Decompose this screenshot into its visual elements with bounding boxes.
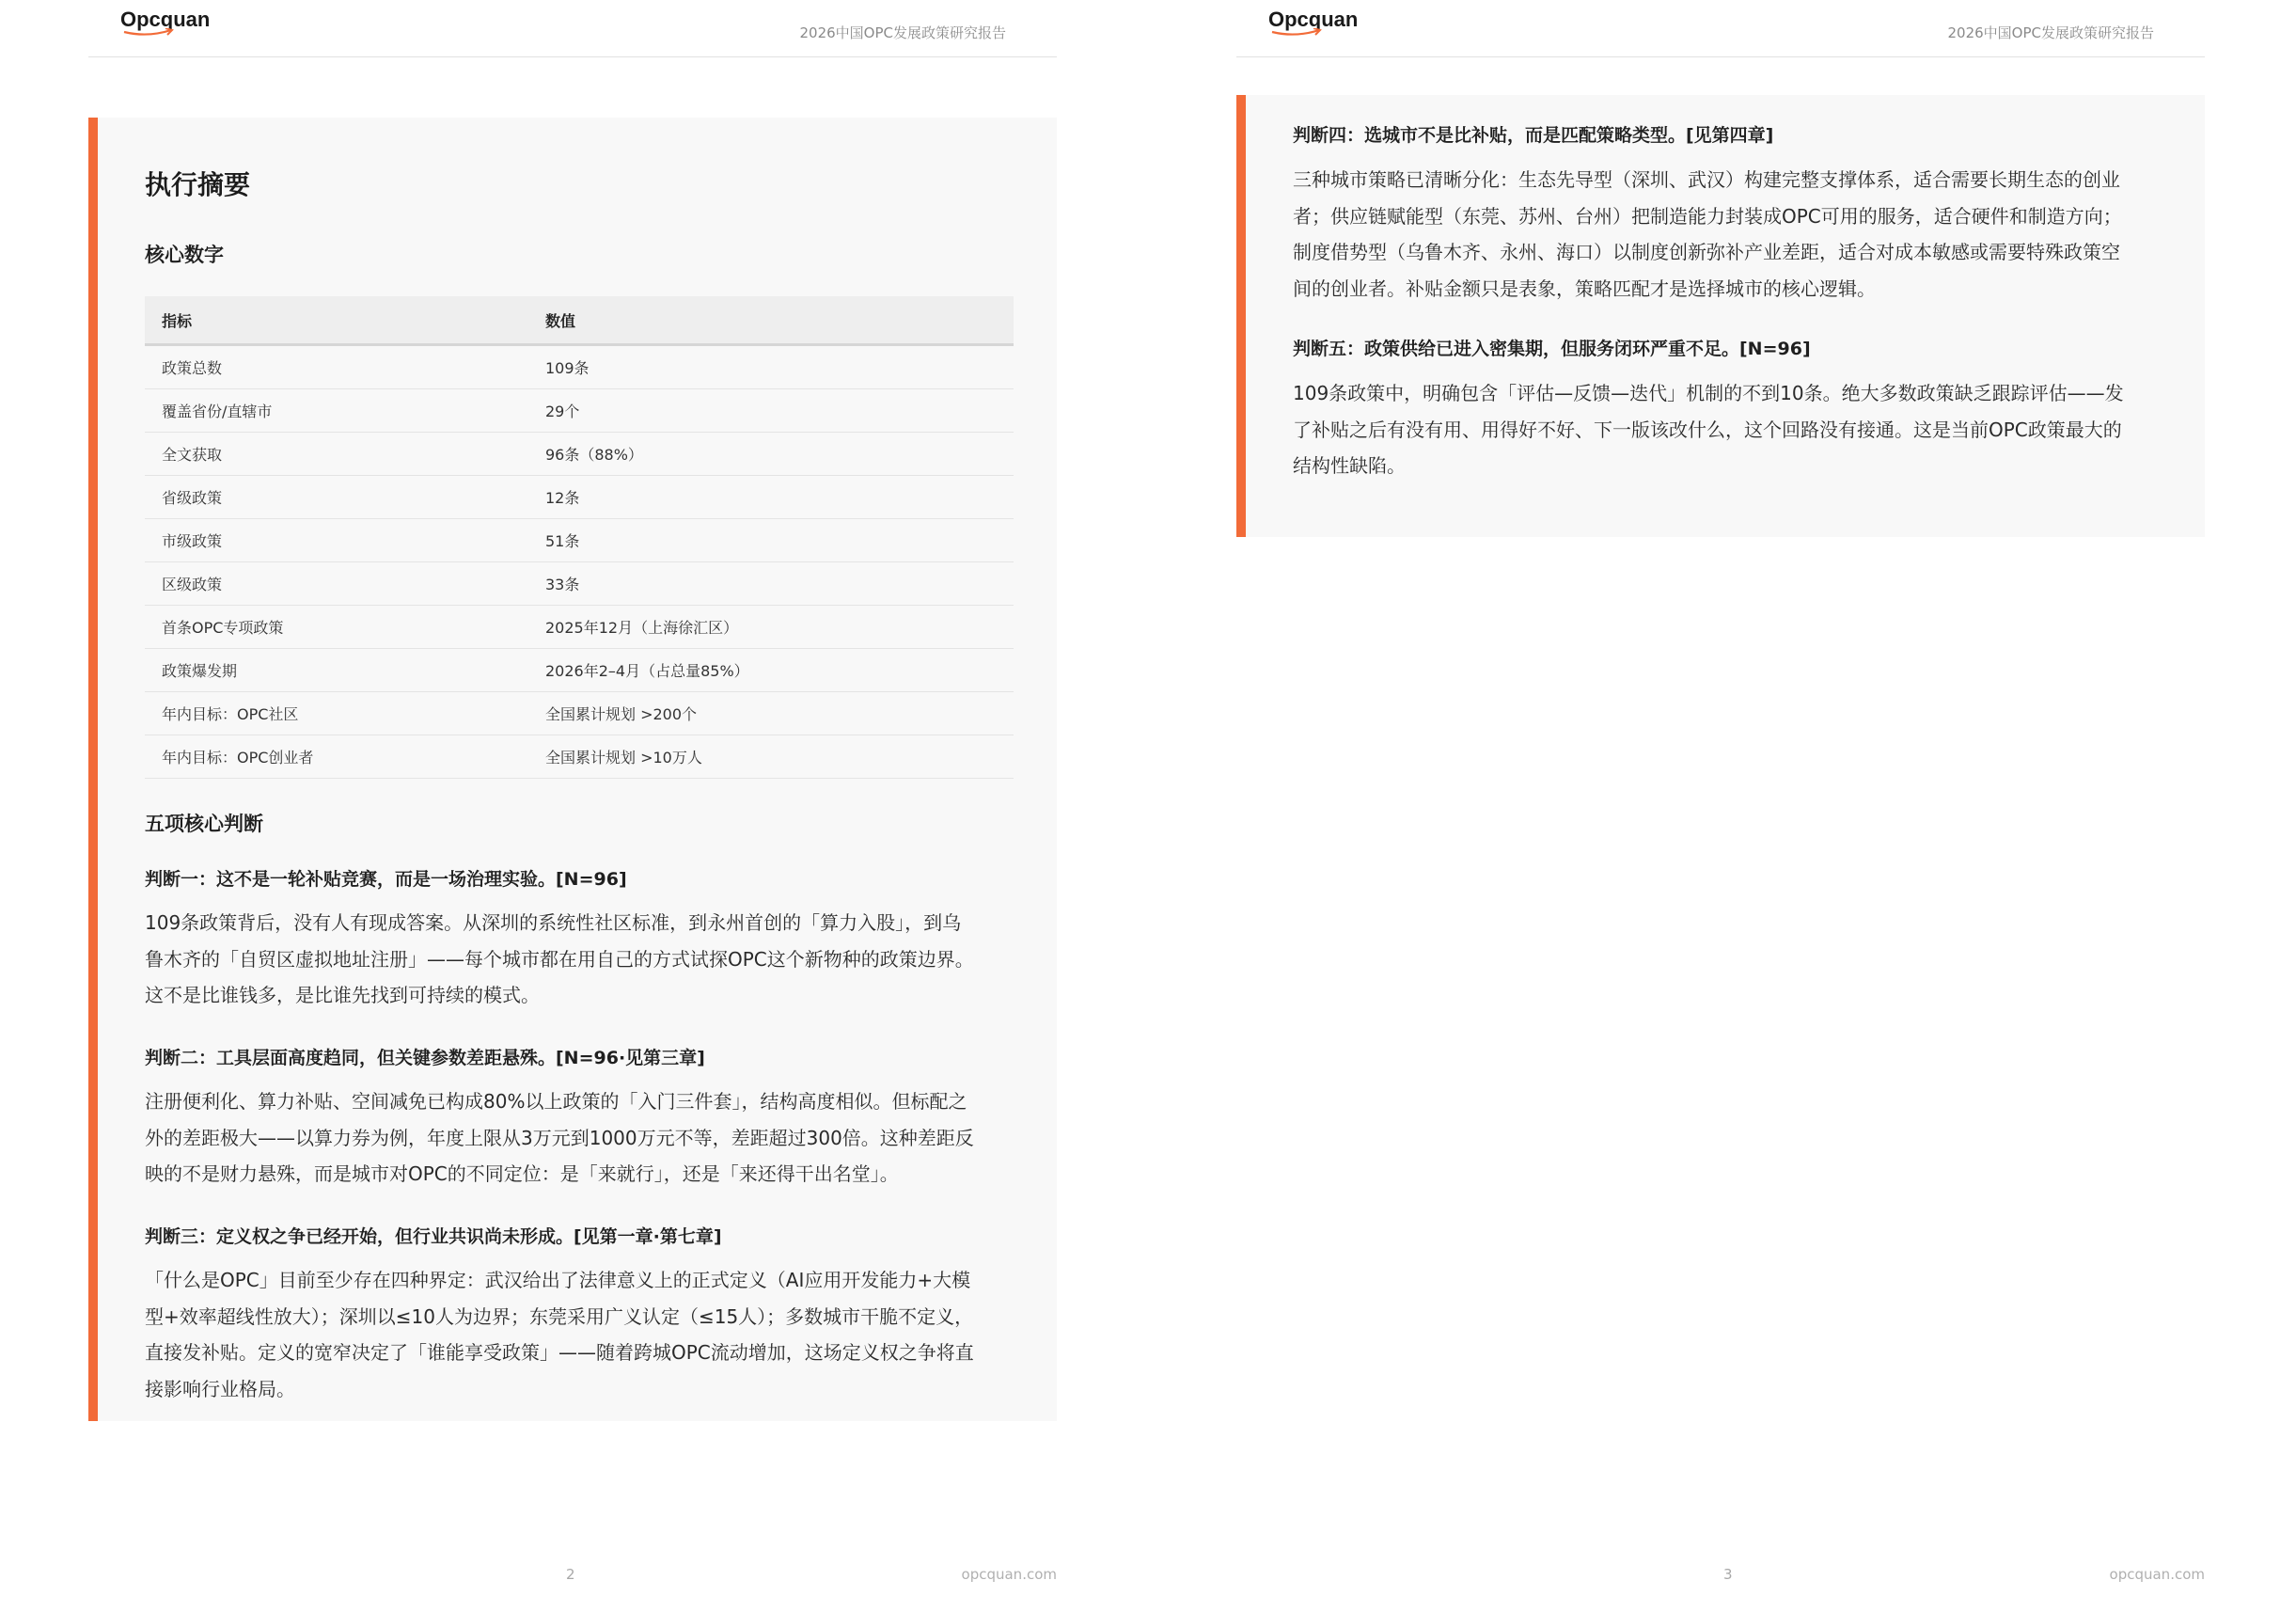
table-row [145, 345, 1014, 389]
metric-value: 96条（88%） [528, 433, 1014, 476]
metric-value: 109条 [528, 345, 1014, 389]
site-footer: opcquan.com [2109, 1566, 2205, 1583]
logo-swoosh-icon [96, 28, 175, 38]
metric-value: 2026年2–4月（占总量85%） [528, 649, 1014, 692]
judgment-title: 判断二：工具层面高度趋同，但关键参数差距悬殊。[N=96·见第三章] [145, 1048, 705, 1068]
page-header [1236, 0, 2205, 57]
core-numbers-table [145, 296, 1014, 779]
judgment-body: 注册便利化、算力补贴、空间减免已构成80%以上政策的「入门三件套」，结构高度相似。但标配之 外的差距极大——以算力券为例，年度上限从3万元到1000万元不等，差距超过300倍。这种差距反 映的不是财力悬殊，而是城市对OPC的不同定位：是「来就行」，还是「来还得干出名堂」。 [145, 1090, 974, 1185]
judgment-body: 三种城市策略已清晰分化：生态先导型（深圳、武汉）构建完整支撑体系，适合需要长期生态的创业 者；供应链赋能型（东莞、苏州、台州）把制造能力封装成OPC可用的服务，适合硬件和制造方向； 制度借势型（乌鲁木齐、永州、海口）以制度创新弥补产业差距，适合对成本敏感或需要特殊政策空 间的创业者。补贴金额只是表象，策略匹配才是选择城市的核心逻辑。 [1293, 168, 2122, 300]
metric-value: 12条 [528, 476, 1014, 519]
section-heading: 执行摘要 [145, 169, 251, 200]
metric-value: 全国累计规划 >10万人 [528, 735, 1014, 779]
column-header: 指标 [145, 296, 528, 345]
table-row [145, 692, 1014, 735]
table-row [145, 519, 1014, 562]
table-header-row [145, 296, 1014, 345]
metric-value: 51条 [528, 519, 1014, 562]
summary-card-continued [1236, 95, 2205, 537]
table-row [145, 649, 1014, 692]
summary-card [88, 118, 1057, 1421]
metric-name: 政策爆发期 [145, 649, 528, 692]
metric-name: 年内目标：OPC社区 [145, 692, 528, 735]
header-title: 2026中国OPC发展政策研究报告 [799, 24, 1006, 41]
metric-name: 覆盖省份/直辖市 [145, 389, 528, 433]
metric-value: 33条 [528, 562, 1014, 606]
table-row [145, 476, 1014, 519]
metric-value: 29个 [528, 389, 1014, 433]
judgment-body: 109条政策背后，没有人有现成答案。从深圳的系统性社区标准，到永州首创的「算力入股」，到乌 鲁木齐的「自贸区虚拟地址注册」——每个城市都在用自己的方式试探OPC这个新物种的政策边界。 这不是比谁钱多，是比谁先找到可持续的模式。 [145, 911, 974, 1006]
table-row [145, 562, 1014, 606]
judgment-title: 判断五：政策供给已进入密集期，但服务闭环严重不足。[N=96] [1293, 339, 1811, 359]
core-numbers-heading: 核心数字 [145, 244, 224, 266]
judgments-heading: 五项核心判断 [145, 813, 263, 835]
metric-name: 年内目标：OPC创业者 [145, 735, 528, 779]
column-header: 数值 [528, 296, 1014, 345]
judgment-body: 109条政策中，明确包含「评估—反馈—迭代」机制的不到10条。绝大多数政策缺乏跟踪评估——发 了补贴之后有没有用、用得好不好、下一版该改什么，这个回路没有接通。这是当前OPC政策最大的 结构性缺陷。 [1293, 382, 2124, 477]
table-row [145, 389, 1014, 433]
table-row [145, 606, 1014, 649]
logo-swoosh-icon [1244, 28, 1323, 38]
metric-name: 区级政策 [145, 562, 528, 606]
page-number: 3 [1723, 1566, 1733, 1583]
header-title: 2026中国OPC发展政策研究报告 [1947, 24, 2154, 41]
metric-value: 全国累计规划 >200个 [528, 692, 1014, 735]
metric-name: 省级政策 [145, 476, 528, 519]
judgment-title: 判断三：定义权之争已经开始，但行业共识尚未形成。[见第一章·第七章] [145, 1226, 722, 1247]
metric-name: 市级政策 [145, 519, 528, 562]
metric-name: 首条OPC专项政策 [145, 606, 528, 649]
judgment-body: 「什么是OPC」目前至少存在四种界定：武汉给出了法律意义上的正式定义（AI应用开发能力+大模 型+效率超线性放大）；深圳以≤10人为边界；东莞采用广义认定（≤15人）；多数城市干脆不定义， 直接发补贴。定义的宽窄决定了「谁能享受政策」——随着跨城OPC流动增加，这场定义权之争将直 接影响行业格局。 [145, 1269, 974, 1400]
page-header [88, 0, 1057, 57]
judgment-title: 判断四：选城市不是比补贴，而是匹配策略类型。[见第四章] [1293, 125, 1774, 146]
logo: Opcquan [1268, 8, 1359, 31]
judgment-title: 判断一：这不是一轮补贴竞赛，而是一场治理实验。[N=96] [145, 869, 627, 890]
metric-name: 政策总数 [145, 345, 528, 389]
metric-value: 2025年12月（上海徐汇区） [528, 606, 1014, 649]
logo: Opcquan [120, 8, 211, 31]
page-3 [1148, 0, 2296, 1612]
table-row [145, 735, 1014, 779]
page-number: 2 [566, 1566, 575, 1583]
table-row [145, 433, 1014, 476]
site-footer: opcquan.com [961, 1566, 1057, 1583]
metric-name: 全文获取 [145, 433, 528, 476]
